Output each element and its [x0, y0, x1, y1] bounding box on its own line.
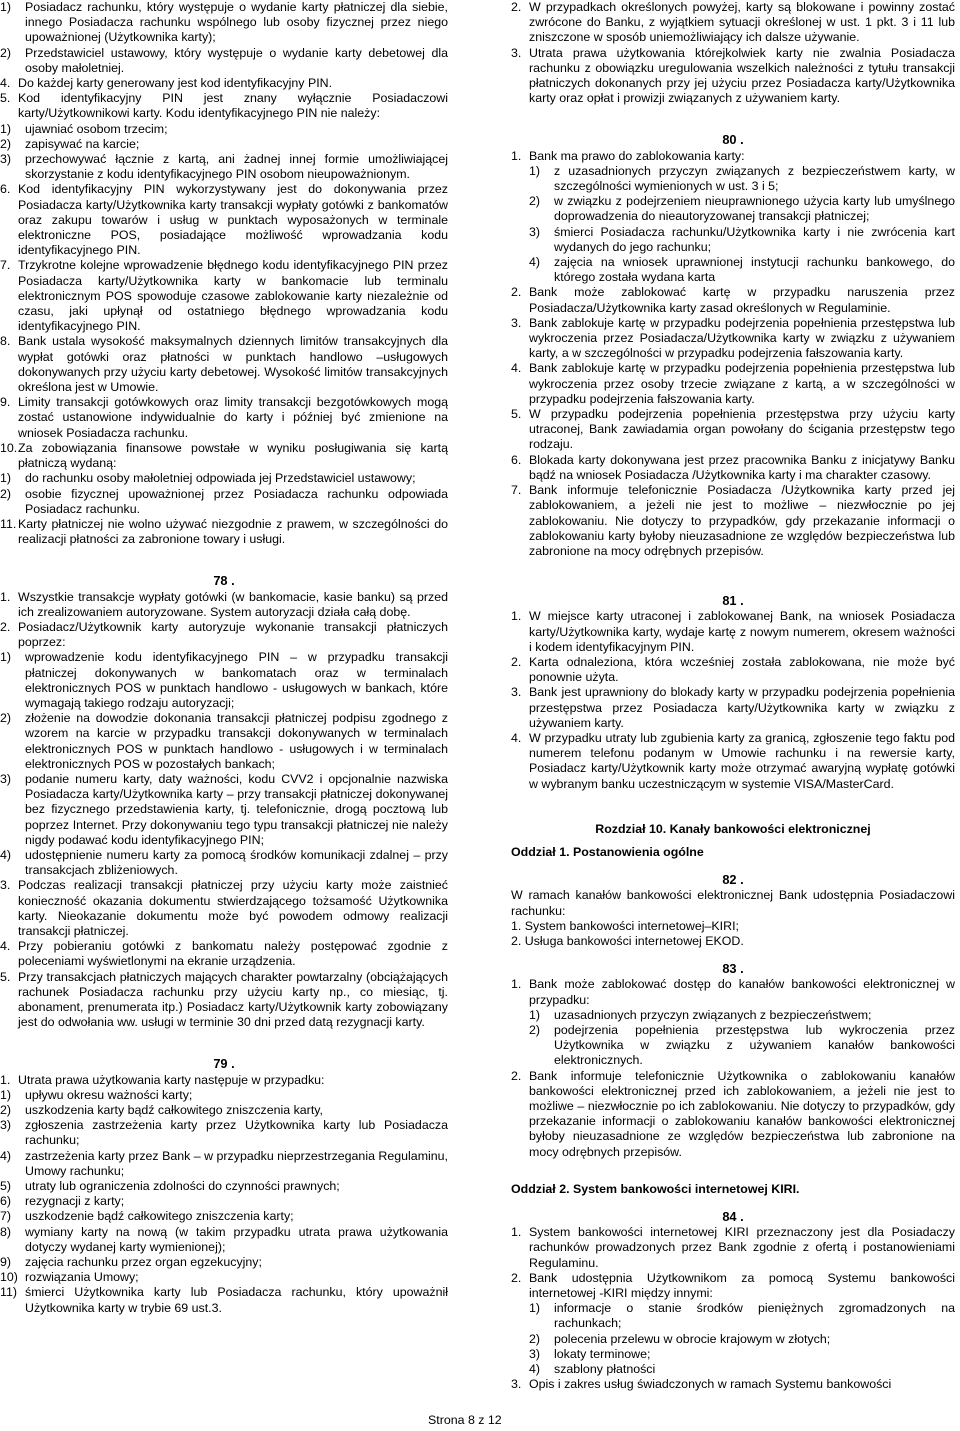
sub-item — [0, 46, 448, 76]
sub-item-text: utraty lub ograniczenia zdolności do czynności prawnych; — [25, 1179, 340, 1194]
list-item — [511, 977, 955, 1007]
sub-item-number: 4) — [0, 847, 12, 862]
sub-item-number: 3) — [0, 152, 12, 167]
item-number: 1. — [511, 609, 522, 624]
item-text: Bank udostępnia Użytkownikom za pomocą Systemu bankowości internetowej -KIRI między innymi: — [529, 1270, 955, 1301]
item-text: System bankowości internetowej KIRI przeznaczony jest dla Posiadaczy rachunków prowadzonych przez Bank zgodnie z ofertą i postanowieniami Regulaminu. — [529, 1225, 955, 1270]
list-item — [511, 655, 955, 685]
sub-item-text: lokaty terminowe; — [554, 1346, 651, 1361]
sub-item — [0, 152, 448, 182]
item-text: Bank może zablokować dostęp do kanałów bankowości elektronicznej w przypadku: — [529, 977, 955, 1007]
sub-item-number: 2) — [0, 136, 12, 151]
item-number: 1. — [511, 1225, 522, 1240]
item-number: 2. — [511, 0, 522, 14]
sub-item-number: 3) — [529, 224, 541, 239]
item-number: 11. — [0, 516, 17, 531]
item-text: Opis i zakres usług świadczonych w ramach Systemu bankowości — [529, 1377, 892, 1392]
sub-item-text: informacje o stanie środków pieniężnych zgromadzonych na rachunkach; — [554, 1301, 955, 1331]
sub-item-number: 5) — [0, 1179, 12, 1194]
list-item — [0, 1073, 448, 1088]
sub-item-number: 2) — [0, 1103, 12, 1118]
list-item — [0, 441, 448, 471]
list-item — [511, 731, 955, 792]
item-text: Limity transakcji gotówkowych oraz limity transakcji bezgotówkowych mogą zostać ustanowione indywidualnie do karty i później być zmienione na wniosek Posiadacza rachunku. — [18, 395, 448, 440]
list-item — [511, 1271, 955, 1301]
section-78-title: 78 . — [213, 573, 235, 589]
sub-item — [0, 1088, 448, 1103]
item-number: 2. — [511, 1270, 522, 1285]
sub-item-number: 8) — [0, 1224, 12, 1239]
section-80-title: 80 . — [722, 132, 744, 148]
item-number: 10. — [0, 440, 18, 455]
list-item — [511, 483, 955, 559]
sub-item-text: podejrzenia popełnienia przestępstwa lub wykroczenia przez Użytkownika w związku z używaniem kanałów bankowości elektronicznych. — [554, 1022, 955, 1068]
item-text: W miejsce karty utraconej i zablokowanej Bank, na wniosek Posiadacza karty/Użytkownika karty, wydaje kartę z nowym numerem, okresem ważności i kodem identyfikacyjnym PIN. — [529, 609, 955, 654]
item-number: 1. — [511, 977, 522, 992]
spacer — [0, 547, 448, 561]
list-item — [511, 1069, 955, 1160]
item-number: 4. — [0, 939, 11, 954]
left-column — [0, 0, 448, 1316]
item-number: 2. — [511, 285, 522, 300]
item-number: 3. — [511, 315, 522, 330]
sub-item-number: 1) — [0, 1087, 12, 1102]
item-number: 8. — [0, 334, 11, 349]
sub-item-text: osobie fizycznej upoważnionej przez Posiadacza rachunku odpowiada Posiadacz rachunku. — [25, 486, 448, 516]
item-number: 9. — [0, 395, 11, 410]
list-item — [0, 182, 448, 258]
sub-item-number: 4) — [529, 255, 541, 270]
sub-item-number: 1) — [0, 650, 12, 665]
sub-item-text: śmierci Posiadacza rachunku/Użytkownika karty i nie zwrócenia kart wydanych do jego rachunku; — [554, 224, 955, 254]
item-number: 6. — [0, 182, 11, 197]
sub-item-number: 6) — [0, 1194, 12, 1209]
sub-item-text: uzasadnionych przyczyn związanych z bezpieczeństwem; — [554, 1007, 872, 1022]
sub-item-text: zajęcia na wniosek uprawnionej instytucji rachunku bankowego, do którego została wydana karta — [554, 255, 955, 285]
item-text: Podczas realizacji transakcji płatniczej przy użyciu karty może zaistnieć konieczność okazania dokumentu stwierdzającego tożsamość Użytkownika karty. Nieokazanie dokumentu może być powodem odmowy realizacji transakcji płatniczej. — [18, 878, 448, 938]
sub-item-text: śmierci Użytkownika karty lub Posiadacza rachunku, który upoważnił Użytkownika karty w trybie 69 ust.3. — [25, 1285, 448, 1315]
item-text: W przypadkach określonych powyżej, karty są blokowane i powinny zostać zwrócone do Banku, z wyjątkiem sytuacji określonej w ust. 1 pkt. 3 i 11 lub zniszczone w sposób uniemożliwiający ich dalsze używanie. — [529, 0, 955, 45]
item-number: 4. — [511, 361, 522, 376]
spacer — [511, 106, 955, 120]
section-81-title: 81 . — [722, 593, 744, 609]
sub-item — [0, 1285, 448, 1315]
sub-item — [529, 1362, 955, 1377]
item-number: 5. — [0, 91, 11, 106]
spacer — [511, 559, 955, 581]
sub-item-number: 1) — [529, 1301, 541, 1316]
item-text: Karty płatniczej nie wolno używać niezgodnie z prawem, w szczególności do realizacji płatności za zabronione towary i usługi. — [18, 516, 448, 547]
sub-item — [0, 137, 448, 152]
item-number: 4. — [0, 76, 11, 91]
sub-item-number: 1) — [529, 163, 541, 178]
list-item — [0, 939, 448, 969]
sub-item-text: rozwiązania Umowy; — [25, 1270, 139, 1285]
item-text: W przypadku podejrzenia popełnienia przestępstwa przy użyciu karty utraconej, Bank zawiadamia organ powołany do ścigania przestępstw tego rodzaju. — [529, 407, 955, 452]
sub-item-number: 10) — [0, 1270, 18, 1285]
item-number: 4. — [511, 730, 522, 745]
sub-item-number: 3) — [0, 1118, 12, 1133]
list-item — [511, 609, 955, 655]
item-number: 5. — [0, 969, 11, 984]
list-item — [0, 517, 448, 547]
item-text: Bank ustala wysokość maksymalnych dziennych limitów transakcyjnych dla wypłat gotówki oraz płatności w punktach handlowo –usługowych dokonywanych przy użyciu karty debetowej. Wysokość limitów transakcyjnych określona jest w Umowie. — [18, 334, 448, 395]
item-text: Blokada karty dokonywana jest przez pracownika Banku z inicjatywy Banku bądź na wniosek Posiadacza /Użytkownika karty i ma charakter czasowy. — [529, 452, 955, 482]
item-text: Kod identyfikacyjny PIN wykorzystywany jest do dokonywania przez Posiadacza karty/Użytkownika karty transakcji wypłaty gotówki z bankomatów oraz zakupu towarów i usług w punktach wyposażonych w terminale elektroniczne POS, posiadające możliwość wprowadzania kodu identyfikacyjnego PIN. — [18, 182, 448, 258]
sub-item-text: szablony płatności — [554, 1362, 656, 1377]
sub-item-number: 3) — [0, 771, 12, 786]
sub-item-text: zastrzeżenia karty przez Bank – w przypadku nieprzestrzegania Regulaminu, Umowy rachunku; — [25, 1148, 448, 1178]
sub-item — [0, 650, 448, 711]
item-number: 1. — [0, 1072, 11, 1087]
sub-item — [0, 1179, 448, 1194]
section-79-title: 79 . — [213, 1056, 235, 1072]
list-item — [0, 76, 448, 91]
subsection-title: Oddział 1. Postanowienia ogólne — [511, 844, 704, 859]
list-item — [0, 970, 448, 1031]
sub-item-number: 2) — [0, 486, 12, 501]
item-text: Utrata prawa użytkowania karty następuje w przypadku: — [18, 1072, 325, 1087]
item-text: Kod identyfikacyjny PIN jest znany wyłącznie Posiadaczowi karty/Użytkownikowi karty. Kodu identyfikacyjnego PIN nie należy: — [18, 91, 448, 121]
item-number: 1. — [0, 589, 11, 604]
list-item — [511, 285, 955, 315]
sub-item-text: wprowadzenie kodu identyfikacyjnego PIN – w przypadku transakcji płatniczej dokonywanych w bankomatach oraz w terminalach elektronicznych POS w punktach handlowo - usługowych w bankach, które wymagają takiego rodzaju autoryzacji; — [25, 650, 448, 710]
item-text: Przy transakcjach płatniczych mających charakter powtarzalny (obciążających rachunek Posiadacza rachunku przy użyciu karty np., co miesiąc, tj. abonament, prenumerata itp.) Posiadacz karty/Użytkownik karty zobowiązany jest do odwołania ww. usługi w terminie 30 dni przed datą rezygnacji karty. — [18, 969, 448, 1030]
sub-item-text: zgłoszenia zastrzeżenia karty przez Użytkownika karty lub Posiadacza rachunku; — [25, 1118, 448, 1148]
spacer — [0, 1030, 448, 1044]
sub-item — [0, 1270, 448, 1285]
sub-item — [529, 1347, 955, 1362]
item-number: 5. — [511, 407, 522, 422]
item-text: Bank jest uprawniony do blokady karty w przypadku podejrzenia popełnienia przestępstwa przez Posiadacza karty/Użytkownika karty w związku z używaniem karty. — [529, 685, 955, 730]
sub-item — [529, 164, 955, 194]
sub-item-text: ujawniać osobom trzecim; — [25, 121, 168, 136]
sub-item — [0, 1118, 448, 1148]
subsection-title: Oddział 2. System bankowości internetowej KIRI. — [511, 1181, 800, 1196]
sub-item — [529, 255, 955, 285]
item-number: 3. — [511, 685, 522, 700]
sub-item-text: Posiadacz rachunku, który występuje o wydanie karty płatniczej dla siebie, innego Posiadacza rachunku wspólnego lub osoby fizycznej przez niego upoważnionej (Użytkownika karty); — [25, 0, 448, 45]
sub-item-number: 2) — [529, 194, 541, 209]
item-number: 3. — [511, 45, 522, 60]
item-text: Bank informuje telefonicznie Użytkownika o zablokowaniu kanałów bankowości elektronicznej przed ich zablokowaniem, a jeżeli nie jest to możliwe – niezwłocznie po ich zablokowaniu. Nie dotyczy to przypadków, gdy przekazanie informacji o zablokowaniu kanałów bankowości elektronicznej byłoby nieuzasadnione ze względów bezpieczeństwa lub zabronione na mocy odrębnych przepisów. — [529, 1068, 955, 1159]
item-number: 3. — [511, 1377, 522, 1392]
sub-item — [529, 1023, 955, 1069]
item-text: Bank może zablokować kartę w przypadku naruszenia przez Posiadacza/Użytkownika karty zasad określonych w Regulaminie. — [529, 285, 955, 315]
sub-item-number: 4) — [529, 1362, 541, 1377]
sub-item-number: 1) — [0, 0, 12, 14]
item-text: Za zobowiązania finansowe powstałe w wyniku posługiwania się kartą płatniczą wydaną: — [18, 440, 448, 471]
sub-item-number: 1) — [529, 1007, 541, 1022]
sub-item — [0, 122, 448, 137]
list-item — [511, 1377, 955, 1392]
item-text: Trzykrotne kolejne wprowadzenie błędnego kodu identyfikacyjnego PIN przez Posiadacza karty/Użytkownika karty w bankomacie lub terminalu elektronicznym POS spowoduje czasowe zablokowanie karty niezależnie od czasu, jaki upłynął od ostatniego błędnego wprowadzania kodu identyfikacyjnego PIN. — [18, 258, 448, 334]
item-text: W przypadku utraty lub zgubienia karty za granicą, zgłoszenie tego faktu pod numerem telefonu podanym w Umowie rachunku i na rewersie karty, Posiadacz karty/Użytkownik karty może otrzymać awaryjną wypłatę gotówki w wybranym banku uczestniczącym w systemie VISA/MasterCard. — [529, 730, 955, 791]
list-item — [511, 46, 955, 107]
item-number: 2. — [0, 619, 11, 634]
sub-item-number: 3) — [529, 1346, 541, 1361]
chapter-title: Rozdział 10. Kanały bankowości elektronicznej — [595, 821, 871, 836]
sub-item-text: uszkodzenie bądź całkowitego zniszczenia karty; — [25, 1209, 294, 1224]
list-item — [0, 91, 448, 121]
list-item — [511, 453, 955, 483]
section-83-title: 83 . — [722, 961, 744, 977]
item-text: Wszystkie transakcje wypłaty gotówki (w bankomacie, kasie banku) są przed ich zrealizowaniem autoryzowane. System autoryzacji działa całą dobę. — [18, 589, 448, 619]
sub-item — [0, 471, 448, 486]
sub-item-text: udostępnienie numeru karty za pomocą środków komunikacji zdalnej – przy transakcjach zbliżeniowych. — [25, 847, 448, 878]
sub-item-number: 1) — [0, 121, 12, 136]
sub-item — [529, 225, 955, 255]
item-text: Bank zablokuje kartę w przypadku podejrzenia popełnienia przestępstwa lub wykroczenia przez Posiadacza/Użytkownika karty w związku z używaniem karty, a w szczególności w przypadku podejrzenia fałszowania karty. — [529, 315, 955, 361]
paragraph-line: 2. Usługa bankowości internetowej EKOD. — [511, 933, 744, 948]
item-number: 3. — [0, 878, 11, 893]
list-item — [511, 316, 955, 362]
sub-item-text: zapisywać na karcie; — [25, 136, 140, 151]
sub-item — [0, 1149, 448, 1179]
sub-item — [0, 487, 448, 517]
sub-item-text: w związku z podejrzeniem nieuprawnionego użycia karty lub umyślnego doprowadzenia do nieautoryzowanej transakcji płatniczej; — [554, 194, 955, 224]
sub-item-number: 4) — [0, 1148, 12, 1163]
item-text: Bank ma prawo do zablokowania karty: — [529, 148, 745, 163]
list-item — [511, 0, 955, 46]
item-number: 7. — [511, 483, 522, 498]
list-item — [0, 620, 448, 650]
item-number: 2. — [511, 654, 522, 669]
section-84-title: 84 . — [722, 1209, 744, 1225]
list-item — [0, 334, 448, 395]
item-text: Utrata prawa użytkowania którejkolwiek karty nie zwalnia Posiadacza rachunku z obowiązku uregulowania wszelkich należności z tytułu transakcji płatniczych dokonanych przy jej użyciu przez Posiadacza karty/Użytkownika karty oraz opłat i prowizji związanych z używaniem karty. — [529, 45, 955, 106]
list-item — [511, 1225, 955, 1271]
paragraph-line: 1. System bankowości internetowej–KIRI; — [511, 918, 739, 933]
sub-item-number: 1) — [0, 471, 12, 486]
sub-item — [0, 0, 448, 46]
sub-item — [0, 1225, 448, 1255]
sub-item-text: zajęcia rachunku przez organ egzekucyjny; — [25, 1255, 262, 1270]
paragraph: W ramach kanałów bankowości elektronicznej Bank udostępnia Posiadaczowi rachunku: — [511, 888, 955, 918]
spacer — [511, 1160, 955, 1174]
sub-item — [0, 772, 448, 848]
sub-item — [0, 1194, 448, 1209]
sub-item-number: 11) — [0, 1285, 17, 1300]
list-item — [511, 685, 955, 731]
item-text: Karta odnaleziona, która wcześniej została zablokowana, nie może być ponownie użyta. — [529, 654, 955, 685]
list-item — [0, 258, 448, 334]
item-number: 7. — [0, 258, 11, 273]
list-item — [0, 395, 448, 441]
page-footer: Strona 8 z 12 — [428, 1413, 502, 1427]
sub-item-text: rezygnacji z karty; — [25, 1194, 125, 1209]
sub-item-text: polecenia przelewu w obrocie krajowym w złotych; — [554, 1331, 831, 1346]
sub-item-text: upływu okresu ważności karty; — [25, 1087, 193, 1102]
section-82-title: 82 . — [722, 872, 744, 888]
item-number: 6. — [511, 452, 522, 467]
sub-item-text: podanie numeru karty, daty ważności, kodu CVV2 i opcjonalnie nazwiska Posiadacza karty/Użytkownika karty – przy transakcji płatniczej dokonywanej bez fizycznego przedstawienia karty, tj. telefonicznie, drogą pocztową lub poprzez Internet. Przy dokonywaniu tego typu transakcji płatniczej nie należy nigdy podawać kodu identyfikacyjnego PIN; — [25, 771, 448, 847]
list-item — [511, 407, 955, 453]
sub-item-number: 2) — [529, 1331, 541, 1346]
sub-item — [529, 1301, 955, 1331]
sub-item — [529, 1332, 955, 1347]
item-text: Bank informuje telefonicznie Posiadacza /Użytkownika karty przed jej zablokowaniem, a jeżeli nie jest to możliwe – niezwłocznie po jej zablokowaniu. Nie dotyczy to przypadków, gdy przekazanie informacji o zablokowaniu karty byłoby nieuzasadnione ze względów bezpieczeństwa lub zabronione na mocy odrębnych przepisów. — [529, 483, 955, 558]
list-item — [511, 149, 955, 164]
right-column — [511, 0, 955, 1392]
item-text: Posiadacz/Użytkownik karty autoryzuje wykonanie transakcji płatniczych poprzez: — [18, 619, 448, 650]
sub-item-text: do rachunku osoby małoletniej odpowiada jej Przedstawiciel ustawowy; — [25, 471, 416, 486]
item-number: 2. — [511, 1068, 522, 1083]
sub-item — [0, 1255, 448, 1270]
sub-item — [0, 1209, 448, 1224]
list-item — [511, 361, 955, 407]
sub-item-number: 2) — [0, 711, 12, 726]
sub-item — [0, 711, 448, 772]
list-item — [0, 590, 448, 620]
sub-item-text: uszkodzenia karty bądź całkowitego zniszczenia karty, — [25, 1103, 323, 1118]
sub-item — [529, 194, 955, 224]
sub-item-text: Przedstawiciel ustawowy, który występuje o wydanie karty debetowej dla osoby małoletniej. — [25, 45, 448, 75]
sub-item-text: z uzasadnionych przyczyn związanych z bezpieczeństwem karty, w szczególności wymienionych w ust. 3 i 5; — [554, 163, 955, 194]
sub-item-number: 9) — [0, 1255, 12, 1270]
sub-item-text: przechowywać łącznie z kartą, ani żadnej innej formie umożliwiającej skorzystanie z kodu identyfikacyjnego PIN osobom nieupoważnionym. — [25, 152, 448, 182]
sub-item — [0, 1103, 448, 1118]
item-text: Bank zablokuje kartę w przypadku podejrzenia popełnienia przestępstwa lub wykroczenia przez osoby trzecie związane z kartą, a w szczególności w przypadku podejrzenia fałszowania karty. — [529, 361, 955, 406]
item-text: Do każdej karty generowany jest kod identyfikacyjny PIN. — [18, 76, 333, 91]
sub-item-number: 2) — [0, 45, 12, 60]
sub-item — [529, 1008, 955, 1023]
item-text: Przy pobieraniu gotówki z bankomatu należy postępować zgodnie z poleceniami wyświetlonymi na ekranie urządzenia. — [18, 939, 448, 969]
sub-item-number: 2) — [529, 1022, 541, 1037]
sub-item-text: wymiany karty na nową (w takim przypadku utrata prawa użytkowania dotyczy wydanej karty wymienionej); — [25, 1224, 448, 1254]
sub-item-number: 7) — [0, 1209, 12, 1224]
list-item — [0, 878, 448, 939]
item-number: 1. — [511, 148, 522, 163]
sub-item — [0, 848, 448, 878]
sub-item-text: złożenie na dowodzie dokonania transakcji płatniczej podpisu zgodnego z wzorem na karcie w przypadku transakcji dokonywanych w terminalach elektronicznych POS w punktach handlowo - usługowych i w terminalach elektronicznych POS w pozostałych bankach; — [25, 711, 448, 771]
